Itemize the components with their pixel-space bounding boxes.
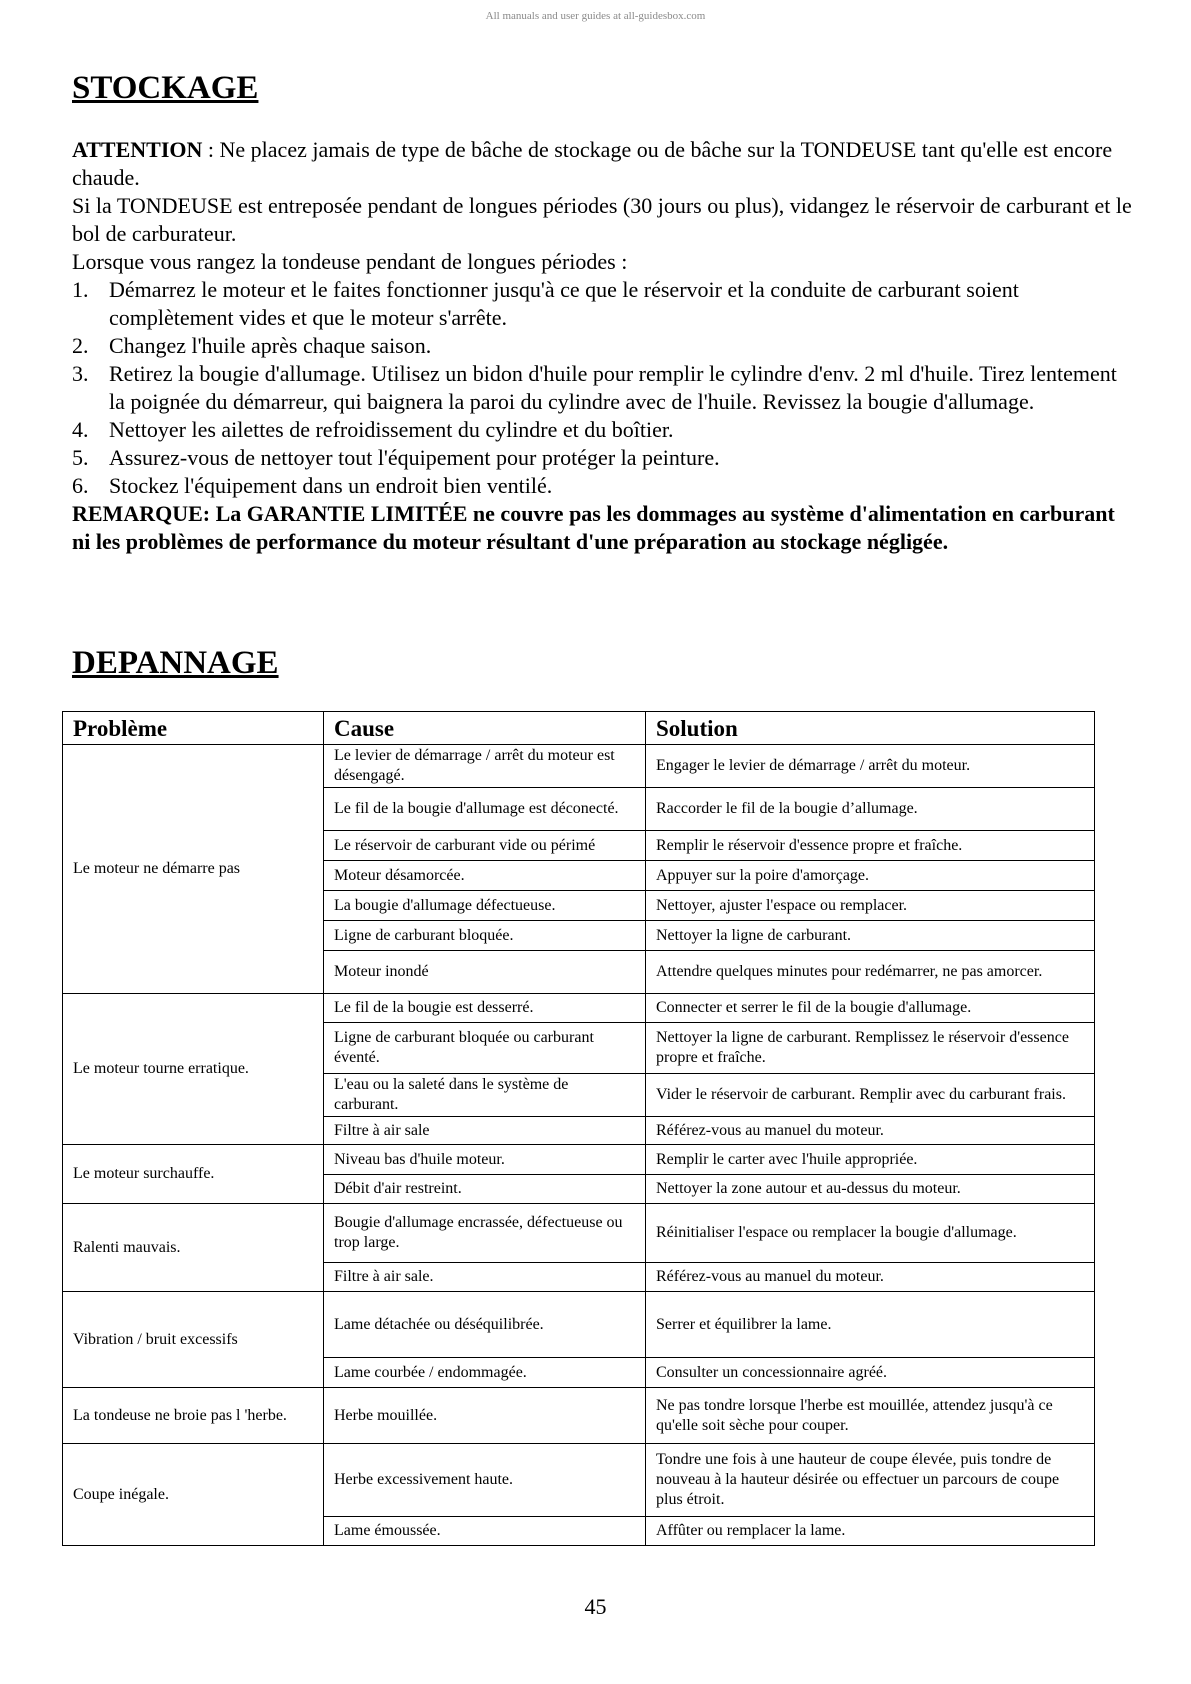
storage-paragraph-1: Si la TONDEUSE est entreposée pendant de longues périodes (30 jours ou plus), vidangez le réservoir de carburant et le bol de carburateur. bbox=[72, 193, 1132, 246]
table-row bbox=[63, 994, 1095, 1023]
list-item bbox=[72, 444, 1134, 472]
solution-cell: Vider le réservoir de carburant. Remplir avec du carburant frais. bbox=[646, 1074, 1095, 1117]
solution-cell: Nettoyer la ligne de carburant. Remplissez le réservoir d'essence propre et fraîche. bbox=[646, 1023, 1095, 1074]
cause-cell: Ligne de carburant bloquée. bbox=[324, 921, 646, 951]
problem-cell: Le moteur tourne erratique. bbox=[63, 994, 324, 1145]
cause-cell: Le levier de démarrage / arrêt du moteur est désengagé. bbox=[324, 745, 646, 788]
cause-cell: Moteur désamorcée. bbox=[324, 861, 646, 891]
cause-cell: Niveau bas d'huile moteur. bbox=[324, 1145, 646, 1175]
solution-cell: Référez-vous au manuel du moteur. bbox=[646, 1263, 1095, 1292]
solution-cell: Appuyer sur la poire d'amorçage. bbox=[646, 861, 1095, 891]
problem-cell: Vibration / bruit excessifs bbox=[63, 1292, 324, 1388]
list-item bbox=[72, 332, 1134, 360]
cause-cell: Herbe mouillée. bbox=[324, 1388, 646, 1444]
solution-cell: Ne pas tondre lorsque l'herbe est mouillée, attendez jusqu'à ce qu'elle soit sèche pour couper. bbox=[646, 1388, 1095, 1444]
cause-cell: Débit d'air restreint. bbox=[324, 1175, 646, 1204]
solution-cell: Tondre une fois à une hauteur de coupe élevée, puis tondre de nouveau à la hauteur désirée ou effectuer un parcours de coupe plus étroit. bbox=[646, 1444, 1095, 1517]
storage-steps-list bbox=[72, 276, 1134, 500]
depannage-title: DEPANNAGE bbox=[72, 645, 279, 681]
cause-cell: Lame courbée / endommagée. bbox=[324, 1358, 646, 1388]
header-problem: Problème bbox=[63, 712, 324, 745]
problem-cell: Le moteur ne démarre pas bbox=[63, 745, 324, 994]
attention-text: : Ne placez jamais de type de bâche de stockage ou de bâche sur la TONDEUSE tant qu'elle est encore chaude. bbox=[72, 137, 1113, 190]
problem-cell: Ralenti mauvais. bbox=[63, 1204, 324, 1292]
cause-cell: Filtre à air sale bbox=[324, 1117, 646, 1145]
list-item bbox=[72, 472, 1134, 500]
storage-paragraph-2: Lorsque vous rangez la tondeuse pendant de longues périodes : bbox=[72, 249, 628, 274]
cause-cell: Le fil de la bougie d'allumage est déconecté. bbox=[324, 788, 646, 831]
solution-cell: Nettoyer la zone autour et au-dessus du moteur. bbox=[646, 1175, 1095, 1204]
solution-cell: Connecter et serrer le fil de la bougie d'allumage. bbox=[646, 994, 1095, 1023]
solution-cell: Remplir le carter avec l'huile appropriée. bbox=[646, 1145, 1095, 1175]
troubleshooting-table bbox=[62, 711, 1095, 1546]
step-number: 5. bbox=[72, 445, 89, 470]
step-text: Assurez-vous de nettoyer tout l'équipement pour protéger la peinture. bbox=[109, 445, 720, 470]
solution-cell: Réinitialiser l'espace ou remplacer la bougie d'allumage. bbox=[646, 1204, 1095, 1263]
cause-cell: Ligne de carburant bloquée ou carburant éventé. bbox=[324, 1023, 646, 1074]
cause-cell: Moteur inondé bbox=[324, 951, 646, 994]
step-text: Retirez la bougie d'allumage. Utilisez un bidon d'huile pour remplir le cylindre d'env. 2 ml d'huile. Tirez lentement la poignée du démarreur, qui baignera la paroi du cylindre avec de l'huile. Revissez la bougie d'allumage. bbox=[109, 361, 1117, 414]
table-header-row bbox=[63, 712, 1095, 745]
cause-cell: La bougie d'allumage défectueuse. bbox=[324, 891, 646, 921]
attention-paragraph bbox=[72, 136, 1134, 192]
solution-cell: Affûter ou remplacer la lame. bbox=[646, 1517, 1095, 1546]
header-cause: Cause bbox=[324, 712, 646, 745]
step-text: Changez l'huile après chaque saison. bbox=[109, 333, 432, 358]
solution-cell: Consulter un concessionnaire agréé. bbox=[646, 1358, 1095, 1388]
cause-cell: Le fil de la bougie est desserré. bbox=[324, 994, 646, 1023]
table-row bbox=[63, 1145, 1095, 1175]
step-number: 3. bbox=[72, 361, 89, 386]
cause-cell: Lame émoussée. bbox=[324, 1517, 646, 1546]
solution-cell: Remplir le réservoir d'essence propre et fraîche. bbox=[646, 831, 1095, 861]
list-item bbox=[72, 276, 1134, 332]
cause-cell: Le réservoir de carburant vide ou périmé bbox=[324, 831, 646, 861]
step-number: 4. bbox=[72, 417, 89, 442]
solution-cell: Serrer et équilibrer la lame. bbox=[646, 1292, 1095, 1358]
step-text: Démarrez le moteur et le faites fonctionner jusqu'à ce que le réservoir et la conduite de carburant soient complètement vides et que le moteur s'arrête. bbox=[109, 277, 1019, 330]
step-number: 6. bbox=[72, 473, 89, 498]
table-row bbox=[63, 745, 1095, 788]
attention-label: ATTENTION bbox=[72, 137, 203, 162]
problem-cell: Coupe inégale. bbox=[63, 1444, 324, 1546]
solution-cell: Engager le levier de démarrage / arrêt du moteur. bbox=[646, 745, 1095, 788]
step-number: 1. bbox=[72, 277, 89, 302]
step-text: Stockez l'équipement dans un endroit bien ventilé. bbox=[109, 473, 553, 498]
problem-cell: La tondeuse ne broie pas l 'herbe. bbox=[63, 1388, 324, 1444]
cause-cell: Bougie d'allumage encrassée, défectueuse ou trop large. bbox=[324, 1204, 646, 1263]
problem-cell: Le moteur surchauffe. bbox=[63, 1145, 324, 1204]
solution-cell: Raccorder le fil de la bougie d’allumage. bbox=[646, 788, 1095, 831]
cause-cell: Lame détachée ou déséquilibrée. bbox=[324, 1292, 646, 1358]
stockage-body bbox=[72, 136, 1134, 556]
list-item bbox=[72, 416, 1134, 444]
solution-cell: Attendre quelques minutes pour redémarrer, ne pas amorcer. bbox=[646, 951, 1095, 994]
list-item bbox=[72, 360, 1134, 416]
cause-cell: Herbe excessivement haute. bbox=[324, 1444, 646, 1517]
solution-cell: Nettoyer, ajuster l'espace ou remplacer. bbox=[646, 891, 1095, 921]
cause-cell: Filtre à air sale. bbox=[324, 1263, 646, 1292]
solution-cell: Nettoyer la ligne de carburant. bbox=[646, 921, 1095, 951]
table-row bbox=[63, 1444, 1095, 1517]
page-number: 45 bbox=[584, 1594, 607, 1619]
table-row bbox=[63, 1292, 1095, 1358]
header-solution: Solution bbox=[646, 712, 1095, 745]
step-number: 2. bbox=[72, 333, 89, 358]
solution-cell: Référez-vous au manuel du moteur. bbox=[646, 1117, 1095, 1145]
stockage-title: STOCKAGE bbox=[72, 70, 259, 106]
cause-cell: L'eau ou la saleté dans le système de carburant. bbox=[324, 1074, 646, 1117]
remark-paragraph: REMARQUE: La GARANTIE LIMITÉE ne couvre pas les dommages au système d'alimentation en carburant ni les problèmes de performance du moteur résultant d'une préparation au stockage négligée. bbox=[72, 501, 1115, 554]
step-text: Nettoyer les ailettes de refroidissement du cylindre et du boîtier. bbox=[109, 417, 674, 442]
table-row bbox=[63, 1204, 1095, 1263]
watermark: All manuals and user guides at all-guidesbox.com bbox=[485, 10, 706, 22]
table-row bbox=[63, 1388, 1095, 1444]
